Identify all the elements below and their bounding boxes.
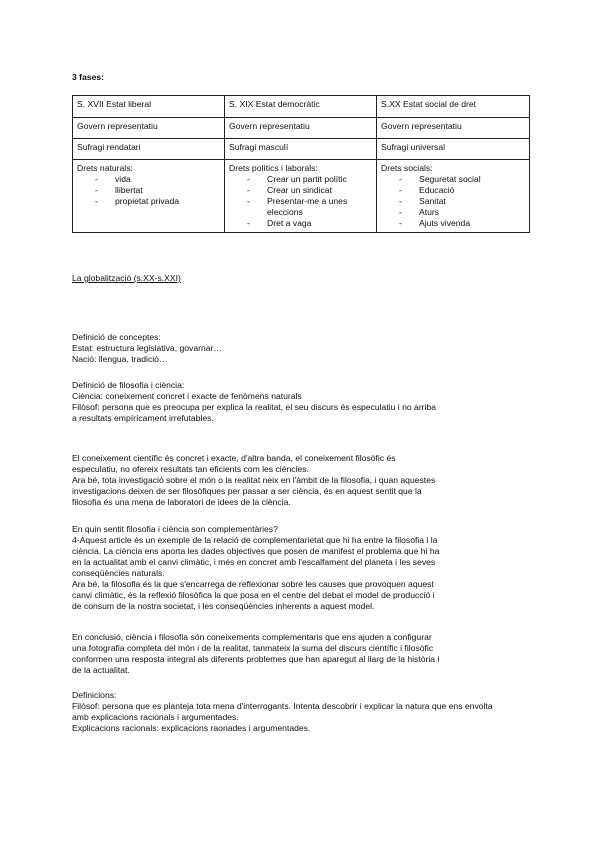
list-item: - propietat privada: [95, 196, 220, 207]
table-cell: Sufragi rendatari: [73, 139, 225, 160]
table-header-cell: S.XX Estat social de dret: [377, 96, 530, 118]
definicio-filosofia-section: [72, 380, 532, 424]
list-item: - Presentar-me a unes eleccions: [247, 196, 372, 218]
text-line: Ciència: coneixement concret i exacte de fenòmens naturals: [72, 391, 302, 401]
text-line: conformen una resposta integral als diferents problemes que han aparegut al llarg de la història i: [72, 654, 440, 664]
list-item: - Educació: [399, 185, 525, 196]
text-line: Ara bé, la filosofia és la que s'encarrega de reflexionar sobre les causes que provoquen aquest: [72, 579, 434, 589]
table-row: [73, 160, 530, 233]
question-section: [72, 524, 532, 612]
drets-title: Drets naturals:: [77, 163, 133, 173]
section-title: En quin sentit filosofia i ciència son complementàries?: [72, 524, 278, 534]
definicio-conceptes-section: [72, 332, 532, 365]
list-item: - vida: [95, 174, 220, 185]
text-line: a resultats empírícament irrefutables.: [72, 413, 214, 423]
table-cell: [73, 160, 225, 233]
list-item: - Crear un sindicat: [247, 185, 372, 196]
text-line: de la actualitat.: [72, 665, 130, 675]
drets-list: [229, 174, 372, 229]
table-cell: Govern representatiu: [73, 118, 225, 139]
text-line: Filòsof: persona que es preocupa per explica la realitat, el seu discurs és especulatiu i no arriba: [72, 402, 437, 412]
list-item: - Dret a vaga: [247, 218, 372, 229]
table-header-cell: S. XVII Estat liberal: [73, 96, 225, 118]
table-header-cell: S. XIX Estat democràtic: [225, 96, 377, 118]
section-title: Definició de filosofia i ciència:: [72, 380, 185, 390]
drets-title: Drets polítics i laborals:: [229, 163, 318, 173]
text-line: ciència. La ciència ens aporta les dades objectives que posen de manifest el problema que hi ha: [72, 546, 440, 556]
text-line: Ara bé, tota investigació sobre el món o la realitat neix en l'àmbit de la filosofia, i quan aquestes: [72, 475, 436, 485]
table-row: [73, 139, 530, 160]
paragraph-coneixement: [72, 453, 532, 508]
text-line: conseqüències naturals.: [72, 568, 165, 578]
section-title: Definicions:: [72, 690, 117, 700]
table-cell: Sufragi masculí: [225, 139, 377, 160]
text-line: Explicacions racionals: explicacions raonades i argumentades.: [72, 723, 311, 733]
intro-heading: 3 fases:: [72, 72, 105, 82]
drets-list: [77, 174, 220, 207]
text-line: una fotografia completa del món i de la realitat, tanmateix la suma del discurs científic i filosòfic: [72, 643, 434, 653]
list-item: - Crear un partit polític: [247, 174, 372, 185]
list-item: - llibertat: [95, 185, 220, 196]
text-line: Nació: llengua, tradició…: [72, 354, 168, 364]
text-line: 4-Aquest article és un exemple de la relació de complementarietat que hi ha entre la filosofia i la: [72, 535, 438, 545]
definicions-section: [72, 690, 542, 734]
drets-title: Drets socials:: [381, 163, 433, 173]
table-cell: Govern representatiu: [377, 118, 530, 139]
text-line: canvi climàtic, és la reflexió filosòfica la que posa en el centre del debat el model de producció i: [72, 590, 435, 600]
text-line: El coneixement científic és concret i exacte, d'altra banda, el coneixement filosòfic és: [72, 453, 396, 463]
list-item: - Seguretat social: [399, 174, 525, 185]
table-row: [73, 96, 530, 118]
table-cell: [225, 160, 377, 233]
text-line: En conclusió, ciència i filosofia són coneixements complementaris que ens ajuden a configurar: [72, 632, 432, 642]
text-line: Estat: estructura legislativa, govarnar…: [72, 343, 222, 353]
list-item: - Ajuts vivenda: [399, 218, 525, 229]
globalitzacio-heading: La globalització (s.XX-s.XXI): [72, 273, 181, 283]
text-line: amb explicacions racionals i argumentades.: [72, 712, 239, 722]
drets-list: [381, 174, 525, 229]
text-line: Filòsof: persona que es planteja tota mena d'interrogants. Intenta descobrir i explicar la natura que ens envolta: [72, 701, 493, 711]
list-item: - Sanitat: [399, 196, 525, 207]
text-line: de consum de la nostra societat, i les conseqüències inherents a aquest model.: [72, 601, 375, 611]
conclusio-section: [72, 632, 532, 676]
text-line: en la actualitat amb el canvi climàtic, i més en concret amb l'escalfament del planeta i les seves: [72, 557, 436, 567]
list-item: - Aturs: [399, 207, 525, 218]
section-title: Definició de conceptes:: [72, 332, 161, 342]
text-line: investigacions deixen de ser filosòfiques per passar a ser ciència, és en aquest sentit que la: [72, 486, 422, 496]
table-row: [73, 118, 530, 139]
text-line: especulatiu, no ofereix resultats tan eficients com les ciències.: [72, 464, 309, 474]
phases-table: [72, 95, 530, 233]
table-cell: Sufragi universal: [377, 139, 530, 160]
text-line: filosofia és una mena de laboratori de idees de la ciència.: [72, 497, 291, 507]
table-cell: Govern representatiu: [225, 118, 377, 139]
table-cell: [377, 160, 530, 233]
